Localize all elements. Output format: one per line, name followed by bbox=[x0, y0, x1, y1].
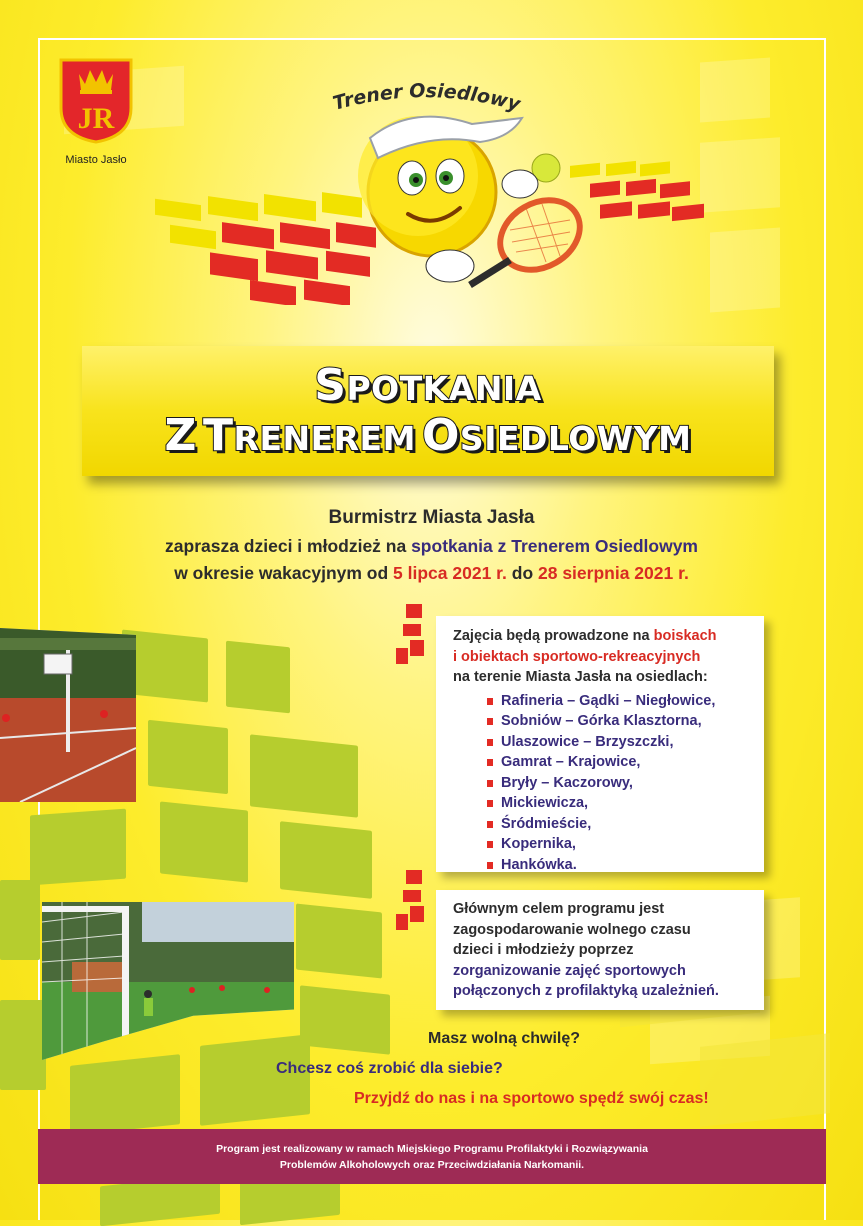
mascot-face bbox=[358, 116, 538, 282]
decor-tile bbox=[250, 734, 358, 817]
intro-heading: Burmistrz Miasta Jasła bbox=[328, 507, 535, 528]
intro-line-3: w okresie wakacyjnym od 5 lipca 2021 r. do 28 sierpnia 2021 r. bbox=[174, 563, 689, 583]
decor-tile bbox=[403, 890, 421, 902]
decor-tile bbox=[30, 809, 126, 886]
list-item: Kopernika, bbox=[501, 834, 764, 855]
decor-tile bbox=[148, 720, 228, 794]
decor-tile bbox=[396, 914, 408, 930]
list-item: Hankówka. bbox=[501, 855, 764, 876]
coat-of-arms-icon bbox=[59, 58, 133, 144]
list-item: Rafineria – Gądki – Niegłowice, bbox=[501, 691, 764, 712]
decor-tile bbox=[300, 985, 390, 1054]
goal-line-3: dzieci i młodzieży poprzez bbox=[453, 942, 634, 958]
info-line-1: Zajęcia będą prowadzone na boiskach bbox=[453, 628, 717, 644]
decor-tile bbox=[226, 641, 290, 714]
estate-list bbox=[453, 691, 764, 876]
list-item: Gamrat – Krajowice, bbox=[501, 752, 764, 773]
goal-line-2: zagospodarowanie wolnego czasu bbox=[453, 921, 691, 938]
goal-line-5: połączonych z profilaktyką uzależnień. bbox=[453, 983, 719, 999]
banner-title-line2: Z TRENEREM OSIEDLOWYM bbox=[164, 410, 692, 461]
logo-caption: Miasto Jasło bbox=[65, 154, 127, 166]
info-line-2: i obiektach sportowo-rekreacyjnych bbox=[453, 648, 701, 665]
footer-line-2: Problemów Alkoholowych oraz Przeciwdziałania Narkomanii. bbox=[279, 1159, 585, 1171]
decor-tile bbox=[0, 880, 40, 960]
svg-text:JR: JR bbox=[77, 102, 115, 135]
list-item: Śródmieście, bbox=[501, 814, 764, 835]
decor-tile bbox=[70, 1054, 180, 1136]
decor-tile bbox=[396, 648, 408, 664]
callout-question-1: Masz wolną chwilę? bbox=[428, 1030, 581, 1047]
footer-banner bbox=[38, 1129, 826, 1184]
decor-tile bbox=[700, 1033, 830, 1127]
goal-line-4: zorganizowanie zajęć sportowych bbox=[453, 962, 686, 979]
mascot-illustration bbox=[150, 80, 720, 305]
photo-sports-court bbox=[0, 628, 136, 802]
decor-tile bbox=[406, 870, 422, 884]
decor-tile bbox=[200, 1034, 310, 1126]
program-goal-box bbox=[436, 890, 764, 1010]
callout-question-2: Chcesz coś zrobić dla siebie? bbox=[276, 1060, 503, 1077]
decor-tile bbox=[160, 801, 248, 882]
list-item: Sobniów – Górka Klasztorna, bbox=[501, 711, 764, 732]
banner-title-line1: SPOTKANIA bbox=[314, 360, 542, 411]
schedule-info-box bbox=[436, 616, 764, 872]
tile-wing-left bbox=[155, 192, 376, 305]
decor-tile bbox=[0, 1000, 46, 1090]
decor-tile bbox=[406, 604, 422, 618]
decor-tile bbox=[410, 640, 424, 656]
list-item: Bryły – Kaczorowy, bbox=[501, 773, 764, 794]
intro-line-2: zaprasza dzieci i młodzież na spotkania z Trenerem Osiedlowym bbox=[165, 536, 698, 556]
info-line-3: na terenie Miasta Jasła na osiedlach: bbox=[453, 669, 708, 685]
list-item: Mickiewicza, bbox=[501, 793, 764, 814]
goal-line-1: Głównym celem programu jest bbox=[453, 901, 665, 917]
decor-tile bbox=[280, 821, 372, 899]
decor-tile bbox=[296, 903, 382, 978]
mascot-title: Trener Osiedlowy bbox=[330, 80, 523, 116]
footer-line-1: Program jest realizowany w ramach Miejskiego Programu Profilaktyki i Rozwiązywania bbox=[216, 1143, 648, 1155]
decor-tile bbox=[410, 906, 424, 922]
title-banner bbox=[82, 346, 774, 476]
callout-invitation: Przyjdź do nas i na sportowo spędź swój czas! bbox=[354, 1090, 709, 1107]
tile-wing-right bbox=[570, 161, 704, 221]
list-item: Ulaszowice – Brzyszczki, bbox=[501, 732, 764, 753]
city-logo bbox=[56, 58, 136, 166]
decor-tile bbox=[403, 624, 421, 636]
